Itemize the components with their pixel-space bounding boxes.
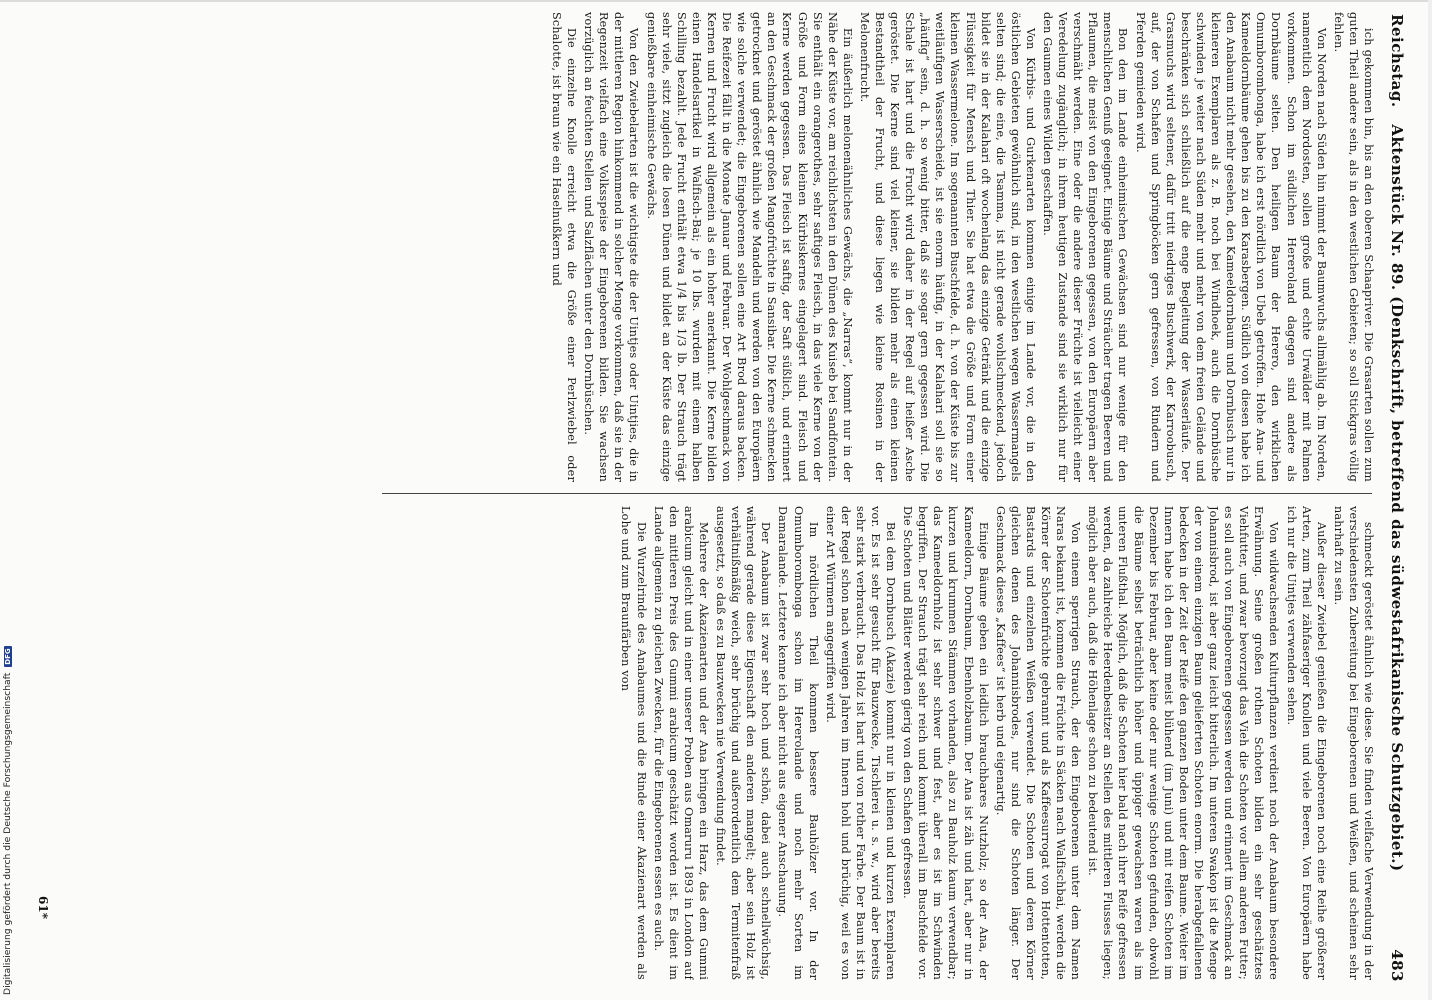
paragraph: Die einzelne Knolle erreicht etwa die Größe einer Perlzwiebel oder Schalotte, ist braun wie ein Haselnußkern und [550, 12, 579, 482]
credit-text: Digitalisierung gefördert durch die Deutsche Forschungsgemeinschaft [2, 672, 13, 995]
paragraph: schmeckt geröstet ähnlich wie diese. Sie finden vielfache Verwendung in der verschiedensten Zubereitung bei Eingeborenen und Weißen, und scheinen sehr nahrhaft zu sein. [1331, 506, 1375, 980]
signature-mark: 61* [36, 896, 50, 919]
paragraph: Bei dem Dornbusch (Akazie) kommt nur in kleinen und kurzen Exemplaren vor. Es ist sehr gesucht für Bauzwecke, Tischlerei u. s. w., wird aber bereits sehr stark verbraucht. Das Holz ist hart und von rother Farbe. Der Baum ist in der Regel schon nach wenigen Jahren im Innern hohl und brüchig, weil es von einer Art Würmern angegriffen wird. [823, 506, 898, 980]
paragraph: Mehrere der Akazienarten und der Ana bringen ein Harz, das dem Gummi arabicum gleicht und in einer unserer Proben aus Omaruru 1893 in London auf den mittleren Preis des Gummi arabicum geschätzt worden ist. Es dient im Lande allgemein zu gleichen Zwecken, für die Eingeborenen essen es auch. [651, 506, 710, 980]
page-title: Aktenstück Nr. 89. (Denkschrift, betreffend das südwestafrikanische Schutzgebiet.) [1388, 124, 1406, 872]
paragraph: Im nördlichen Theil kommen bessere Bauhölzer vor. In der Omumborombonga schon im Hererolande und noch mehr Sorten im Damaralande. Letztere kenne ich aber nicht aus eigener Anschauung. [776, 506, 820, 980]
column-divider [382, 493, 1372, 494]
text-column-right [376, 506, 1376, 980]
paragraph: Von einem sperrigen Strauch, der den Eingeborenen unter dem Namen Naras bekannt ist, kommen die Früchte in Säcken nach Walfischbai, werden die Körner der Schotenfrüchte gebrannt und als Kaffeesurrogat von Hottentotten, Bastards und einzelnen Weißen verwendet. Die Schoten und deren Körner gleichen denen des Johannisbrodes, nur sind die Schoten länger. Der Geschmack dieses „Kaffees“ ist herb und eigenartig. [993, 506, 1083, 980]
paragraph: Außer dieser Zwiebel genießen die Eingeborenen noch eine Reihe größerer Arten, zum Theil zähfaseriger Knollen und viele Beeren. Von Europäern habe ich nur die Uintjes verwenden sehen. [1284, 506, 1328, 980]
paragraph: Die Wurzelrinde des Anabaumes und die Rinde einer Akazienart werden als Lohe und zum Braunfärben von [619, 506, 648, 980]
page-number: 483 [1388, 949, 1406, 982]
paragraph: Von Norden nach Süden hin nimmt der Baumwuchs allmählig ab. Im Norden, namentlich dem Nordosten, sollen große und echte Urwälder mit Palmen vorkommen. Schon im südlichen Hereroland dagegen sind andere als Dornbäume selten. Den heiligen Baum der Herero, den wirklichen Omumborombonga, habe ich erst nördlich von Ubeb getroffen. Hohe Ana- und Kameeldornbäume gehen bis zu den Karasbergen. Südlich von diesen habe ich den Anabaum nicht mehr gesehen, den Kameeldornbaum und Dornbusch nur in kleineren Exemplaren als z. B. noch bei Windhoek, auch die Dornbüsche schwinden je weiter nach Süden mehr und mehr von dem freien Gelände und beschränken sich schließlich auf die enge Begleitung der Wasserläufe. Der Grasmuchs wird seltener, dafür tritt niedriges Buschwerk, der Karroobusch, auf, der von Schafen und Springböcken gern gefressen, von Rindern und Pferden gemieden wird. [1133, 12, 1328, 482]
paragraph: Ein äußerlich melonenähnliches Gewächs, die „Narras“, kommt nur in der Nähe der Küste vor, am reichlichsten in den Dünen des Kuiseb bei Sandfontein. Sie enthält ein orangerothes, sehr saftiges Fleisch, in das viele Kerne von der Größe und Form eines kleinen Kürbiskernes eingelagert sind. Fleisch und Kerne werden gegessen. Das Fleisch ist saftig, der Saft süßlich, und erinnert an den Geschmack der großen Mangofrüchte in Sansibar. Die Kerne schmecken getrocknet und geröstet ähnlich wie Mandeln und werden von den Europäern wie solche verwendet; die Eingeborenen sollen eine Art Brod daraus backen. Die Reifezeit fällt in die Monate Januar und Februar. Der Wohlgeschmack von Kernen und Frucht wird allgemein als ein hoher anerkannt. Die Kerne bilden einen Handelsartikel in Walfisch-Bai; je 10 lbs. wurden mit einem halben Schilling bezahlt. Jede Frucht enthält etwa 1/4 bis 1/3 lb. Der Strauch trägt sehr viele, sitzt zugleich die losen Dünen und bildet an der Küste das einzige genießbare einheimische Gewächs. [644, 12, 854, 482]
paragraph: Bon den im Lande einheimischen Gewächsen sind nur wenige für den menschlichen Genuß geeignet. Einige Bäume und Sträucher tragen Beeren und Pflaumen, die meist von den Eingeborenen gegessen, von den Europäern aber verschmäht werden. Eine oder die andere dieser Früchte ist vielleicht einer Veredelung zugänglich; in ihrem heutigen Zustande sind sie wirklich nur für den Gaumen eines Wilden geschaffen. [1041, 12, 1130, 482]
paragraph: ich gekommen bin, bis an den oberen Schaapriver. Die Grasarten sollen zum guten Theil andere sein, als in den westlichen Gebieten; so soll Stickgras völlig fehlen. [1331, 12, 1375, 482]
paragraph: Einige Bäume geben ein leidlich brauchbares Nutzholz; so der Ana, der Kameeldorn, Dornbaum, Ebenholzbaum. Der Ana ist zäh und hart, aber nur in kurzen und krummen Stämmen vorhanden, also zu Bauholz kaum verwendbar; das Kameeldornholz ist sehr schwer und fest, aber es ist im Schwinden begriffen. Der Strauch trägt sehr reich und kommt überall im Buschfelde vor. Die Schoten und Blätter werden gierig von den Schafen gefressen. [901, 506, 990, 980]
header-section: Reichstag. [1388, 14, 1406, 108]
page-header [1384, 14, 1410, 982]
paragraph: Von Kürbis- und Gurkenarten kommen einige im Lande vor, die in den östlichen Gebieten gewöhnlich sind, in den westlichen wegen Wassermangels selten sind; die eine, die Tsamma, ist nicht gerade wohlschmeckend, jedoch bildet sie in der Kalahari oft wochenlang das einzige Getränk und die einzige Flüssigkeit für Mensch und Thier. Sie hat etwa die Größe und Form einer kleinen Wassermelone. Im sogenannten Buschfelde, d. h. von der Küste bis zur weitläufigen Wasserscheide, ist sie enorm häufig, in der Kalahari soll sie so „häufig“ sein, d. h. so wenig bitter, daß sie sogar gern gegessen wird. Die Schale ist hart und die Frucht wird daher in der Regel auf heißer Asche geröstet. Die Kerne sind viel kleiner, sie bilden mehr als einen kleinen Bestandtheil der Frucht, und diese liegen wie kleine Rosinen in der Melonenfrucht. [857, 12, 1037, 482]
dfg-logo: DFG [4, 648, 12, 665]
text-column-left [376, 12, 1376, 482]
paragraph: Der Anabaum ist zwar sehr hoch und schön, dabei auch schnellwüchsig, während gerade diese Eigenschaft den anderen mangelt; aber sein Holz ist verhältnißmäßig weich, sehr brüchig und außerordentlich dem Termitenfraß ausgesetzt, so daß es zu Bauzwecken nie Verwendung findet. [714, 506, 773, 980]
paragraph: Von den Zwiebelarten ist die wichtigste die der Uintjes oder Uintjies, die in der mittleren Region hinkommend in solcher Menge vorkommen, daß sie in der Regenzeit vielfach eine Volksspeise der Eingeborenen bilden. Sie wachsen vorzüglich an feuchten Stellen und Salzflächen unter den Dornbüschen. [582, 12, 641, 482]
paragraph: Von wildwachsenden Kulturpflanzen verdient noch der Anabaum besondere Erwähnung. Seine großen rothen Schoten bilden ein sehr geschätztes Viehfutter, und zwar bevorzugt das Vieh die Schoten vor allem anderen Futter; es soll auch von Eingeborenen gegessen werden und erinnert im Geschmack an Johannisbrod, ist aber ganz leicht bitterlich. Im unteren Swakop ist die Menge der von einem einzigen Baum gelieferten Schoten enorm. Die herabgefallenen bedecken in der Zeit der Reife den ganzen Boden unter dem Baume. Weiter im Innern habe ich den Baum meist blühend (im Juni) und mit reifen Schoten im Dezember bis Februar, aber keine oder nur wenige Schoten gefunden, obwohl die Bäume selbst beträchtlich höher und üppiger gewachsen waren als im unteren Flußthal. Möglich, daß die Schoten hier bald nach ihrer Reife gefressen werden, da zahlreiche Heerdenbesitzer an Stellen des mittleren Flusses liegen; möglich aber auch, daß die Höhenlage schon zu bedeutend ist. [1086, 506, 1281, 980]
